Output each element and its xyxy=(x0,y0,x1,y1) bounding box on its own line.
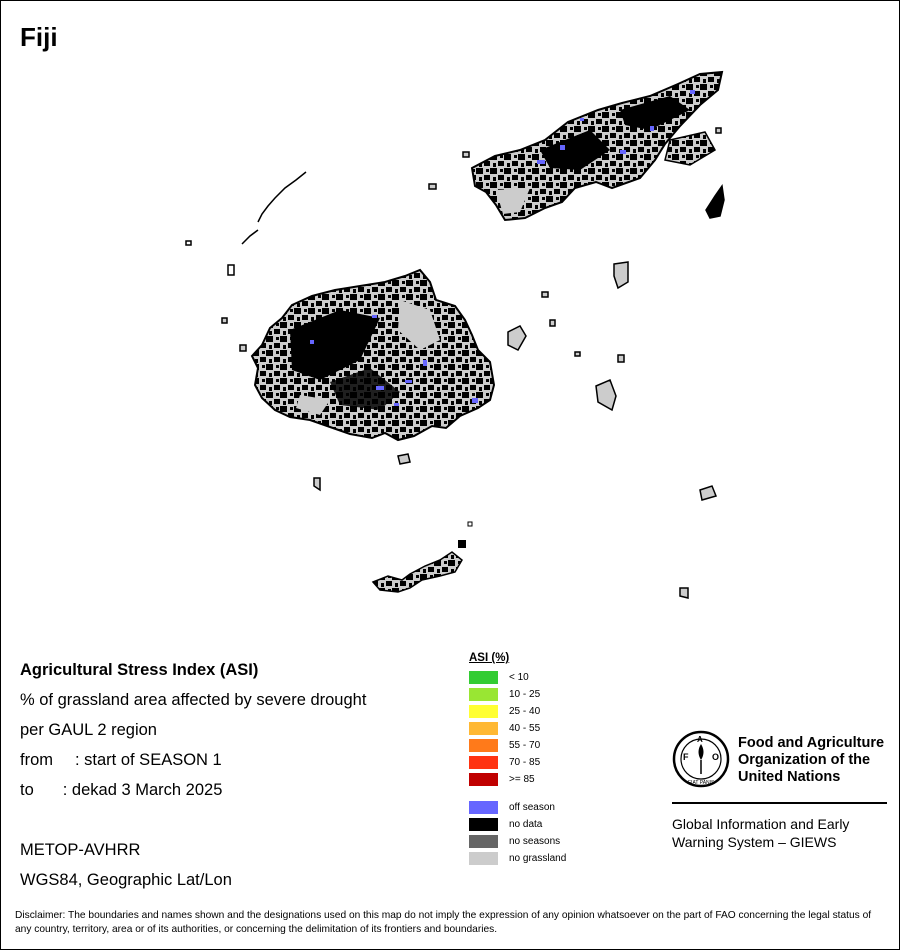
fao-org-line-2: Organization of the xyxy=(738,752,871,768)
legend-label: no grassland xyxy=(509,853,567,864)
disclaimer-text: Disclaimer: The boundaries and names shown and the designations used on this map do not imply the expression of any opinion whatsoever on the part of FAO concerning the legal status of any country, territory, area or of its authorities, or concerning the delimitation of its frontiers and boundaries. xyxy=(15,910,872,935)
legend-other-item xyxy=(469,850,566,867)
fao-logo-motto: FIAT PANIS xyxy=(688,780,715,786)
projection-name: WGS84, Geographic Lat/Lon xyxy=(20,871,232,889)
legend-class-item xyxy=(469,720,566,737)
fao-org-line-1: Food and Agriculture xyxy=(738,735,885,751)
region-level: per GAUL 2 region xyxy=(20,721,157,739)
legend-swatch xyxy=(469,705,498,718)
legend-other-classes xyxy=(469,799,566,867)
island-viti-levu xyxy=(252,270,494,440)
legend-label: 55 - 70 xyxy=(509,740,541,751)
map-title: Fiji xyxy=(20,22,58,52)
legend-label: < 10 xyxy=(509,672,529,683)
fao-logo-letter-f: F xyxy=(683,752,689,762)
legend-swatch xyxy=(469,801,498,814)
map-legend xyxy=(469,652,566,867)
legend-other-item xyxy=(469,816,566,833)
from-value: : start of SEASON 1 xyxy=(75,751,222,769)
legend-class-item xyxy=(469,771,566,788)
index-description: % of grassland area affected by severe drought xyxy=(20,691,367,709)
fao-logo-letter-o: O xyxy=(712,752,720,762)
legend-class-item xyxy=(469,754,566,771)
legend-class-item xyxy=(469,686,566,703)
to-value: : dekad 3 March 2025 xyxy=(62,781,223,799)
legend-swatch xyxy=(469,818,498,831)
legend-swatch xyxy=(469,739,498,752)
legend-label: no data xyxy=(509,819,543,830)
giews-name xyxy=(672,815,888,851)
legend-swatch xyxy=(469,688,498,701)
legend-swatch xyxy=(469,671,498,684)
from-label: from xyxy=(20,751,53,769)
legend-swatch xyxy=(469,773,498,786)
legend-classes xyxy=(469,669,566,788)
legend-label: >= 85 xyxy=(509,774,535,785)
legend-title: ASI (%) xyxy=(469,652,510,664)
fao-org-name xyxy=(738,735,884,786)
legend-label: 25 - 40 xyxy=(509,706,541,717)
sensor-name: METOP-AVHRR xyxy=(20,841,141,859)
legend-class-item xyxy=(469,703,566,720)
fao-org-line-3: United Nations xyxy=(738,769,841,785)
legend-class-item xyxy=(469,737,566,754)
island-kadavu xyxy=(373,522,472,592)
legend-class-item xyxy=(469,669,566,686)
to-row xyxy=(20,775,366,805)
from-row xyxy=(20,745,366,775)
fao-logo-letter-a: A xyxy=(697,735,703,744)
map-info-panel xyxy=(20,655,366,895)
index-heading: Agricultural Stress Index (ASI) xyxy=(20,661,259,679)
yasawa-islands xyxy=(186,172,306,275)
fao-logo-icon xyxy=(672,730,730,788)
legend-label: off season xyxy=(509,802,555,813)
legend-label: 10 - 25 xyxy=(509,689,541,700)
legend-swatch xyxy=(469,756,498,769)
island-vanua-levu xyxy=(472,72,722,220)
legend-swatch xyxy=(469,852,498,865)
legend-label: 40 - 55 xyxy=(509,723,541,734)
legend-other-item xyxy=(469,799,566,816)
giews-line-2: Warning System – GIEWS xyxy=(672,834,837,850)
island-taveuni xyxy=(706,186,724,218)
legend-label: no seasons xyxy=(509,836,561,847)
fao-branding xyxy=(672,730,888,851)
to-label: to xyxy=(20,781,34,799)
legend-swatch xyxy=(469,722,498,735)
legend-other-item xyxy=(469,833,566,850)
legend-label: 70 - 85 xyxy=(509,757,541,768)
fao-divider xyxy=(672,802,887,804)
giews-line-1: Global Information and Early xyxy=(672,816,850,832)
legend-swatch xyxy=(469,835,498,848)
